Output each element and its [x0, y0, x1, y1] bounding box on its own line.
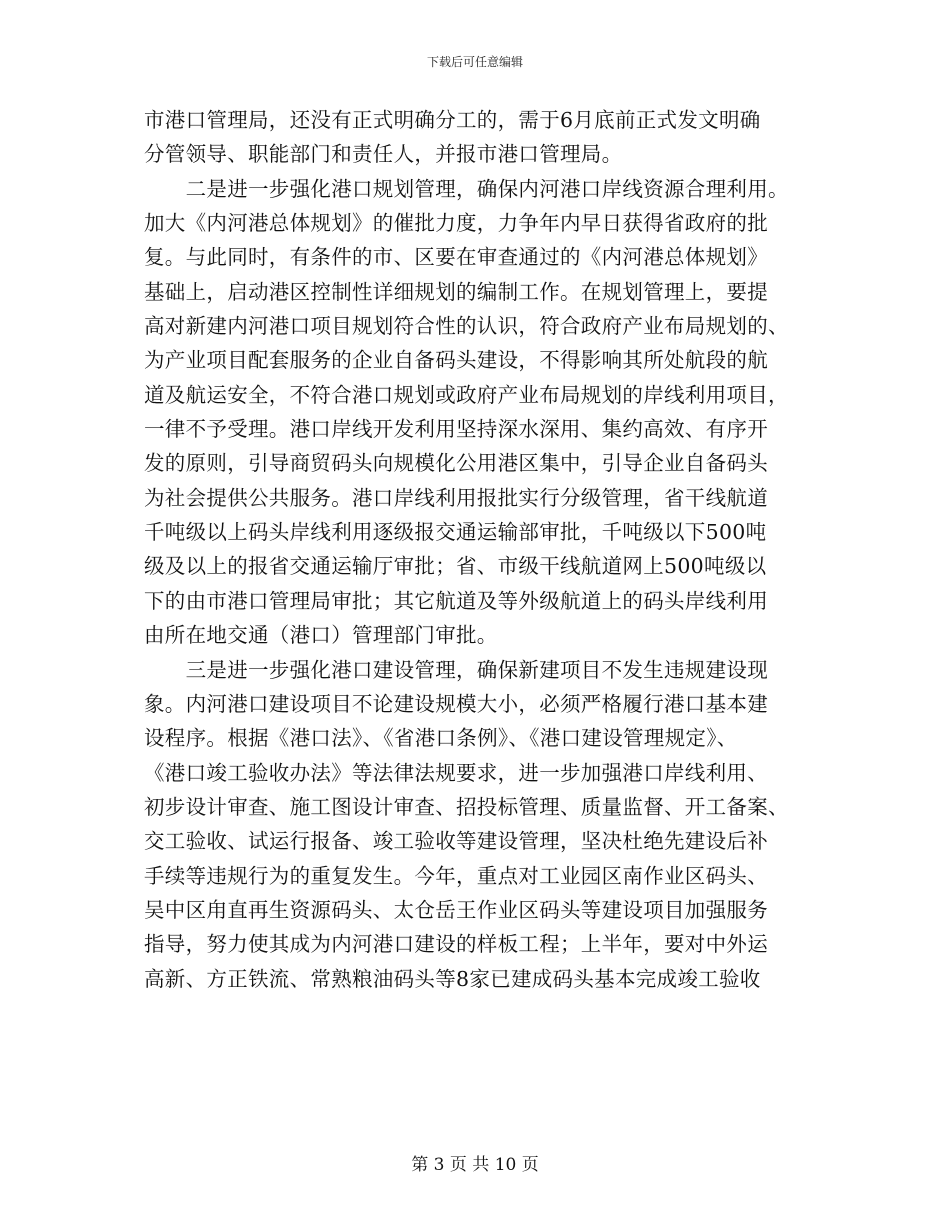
text-line: 高对新建内河港口项目规划符合性的认识，符合政府产业布局规划的、 [144, 314, 789, 339]
text-line: 手续等违规行为的重复发生。今年，重点对工业园区南作业区码头、 [144, 863, 768, 888]
text-line: 三是进一步强化港口建设管理，确保新建项目不发生违规建设现 [144, 657, 768, 682]
text-line: 发的原则，引导商贸码头向规模化公用港区集中，引导企业自备码头 [144, 451, 768, 476]
document-body [144, 103, 814, 996]
text-line: 市港口管理局，还没有正式明确分工的，需于6月底前正式发文明确 [144, 108, 761, 132]
text-line: 分管领导、职能部门和责任人，并报市港口管理局。 [144, 142, 623, 167]
text-line: 交工验收、试运行报备、竣工验收等建设管理，坚决杜绝先建设后补 [144, 829, 768, 854]
text-line: 道及航运安全，不符合港口规划或政府产业布局规划的岸线利用项目， [144, 382, 789, 407]
page-number-footer: 第 3 页 共 10 页 [411, 1155, 539, 1175]
text-line: 由所在地交通（港口）管理部门审批。 [144, 623, 498, 648]
text-line: 象。内河港口建设项目不论建设规模大小，必须严格履行港口基本建 [144, 691, 768, 716]
text-line: 为产业项目配套服务的企业自备码头建设，不得影响其所处航段的航 [144, 348, 768, 373]
text-line: 高新、方正铁流、常熟粮油码头等8家已建成码头基本完成竣工验收 [144, 966, 761, 991]
text-line: 一律不予受理。港口岸线开发利用坚持深水深用、集约高效、有序开 [144, 417, 768, 442]
text-line: 二是进一步强化港口规划管理，确保内河港口岸线资源合理利用。 [144, 176, 789, 201]
page-header-note: 下载后可任意编辑 [426, 55, 523, 69]
text-line: 基础上，启动港区控制性详细规划的编制工作。在规划管理上，要提 [144, 279, 768, 304]
text-line: 设程序。根据《港口法》、《省港口条例》、《港口建设管理规定》、 [144, 726, 738, 751]
text-line: 复。与此同时，有条件的市、区要在审查通过的《内河港总体规划》 [144, 245, 768, 270]
text-line: 为社会提供公共服务。港口岸线利用报批实行分级管理，省干线航道 [144, 485, 768, 510]
text-line: 指导，努力使其成为内河港口建设的样板工程；上半年，要对中外运 [144, 932, 768, 957]
text-line: 千吨级以上码头岸线利用逐级报交通运输部审批，千吨级以下500吨 [144, 520, 767, 545]
text-line: 《港口竣工验收办法》等法律法规要求，进一步加强港口岸线利用、 [144, 760, 768, 785]
text-line: 吴中区甪直再生资源码头、太仓岳王作业区码头等建设项目加强服务 [144, 897, 768, 922]
text-line: 加大《内河港总体规划》的催批力度，力争年内早日获得省政府的批 [144, 211, 768, 236]
text-line: 下的由市港口管理局审批；其它航道及等外级航道上的码头岸线利用 [144, 588, 768, 613]
text-line: 级及以上的报省交通运输厅审批；省、市级干线航道网上500吨级以 [144, 554, 767, 579]
text-line: 初步设计审查、施工图设计审查、招投标管理、质量监督、开工备案、 [144, 794, 789, 819]
